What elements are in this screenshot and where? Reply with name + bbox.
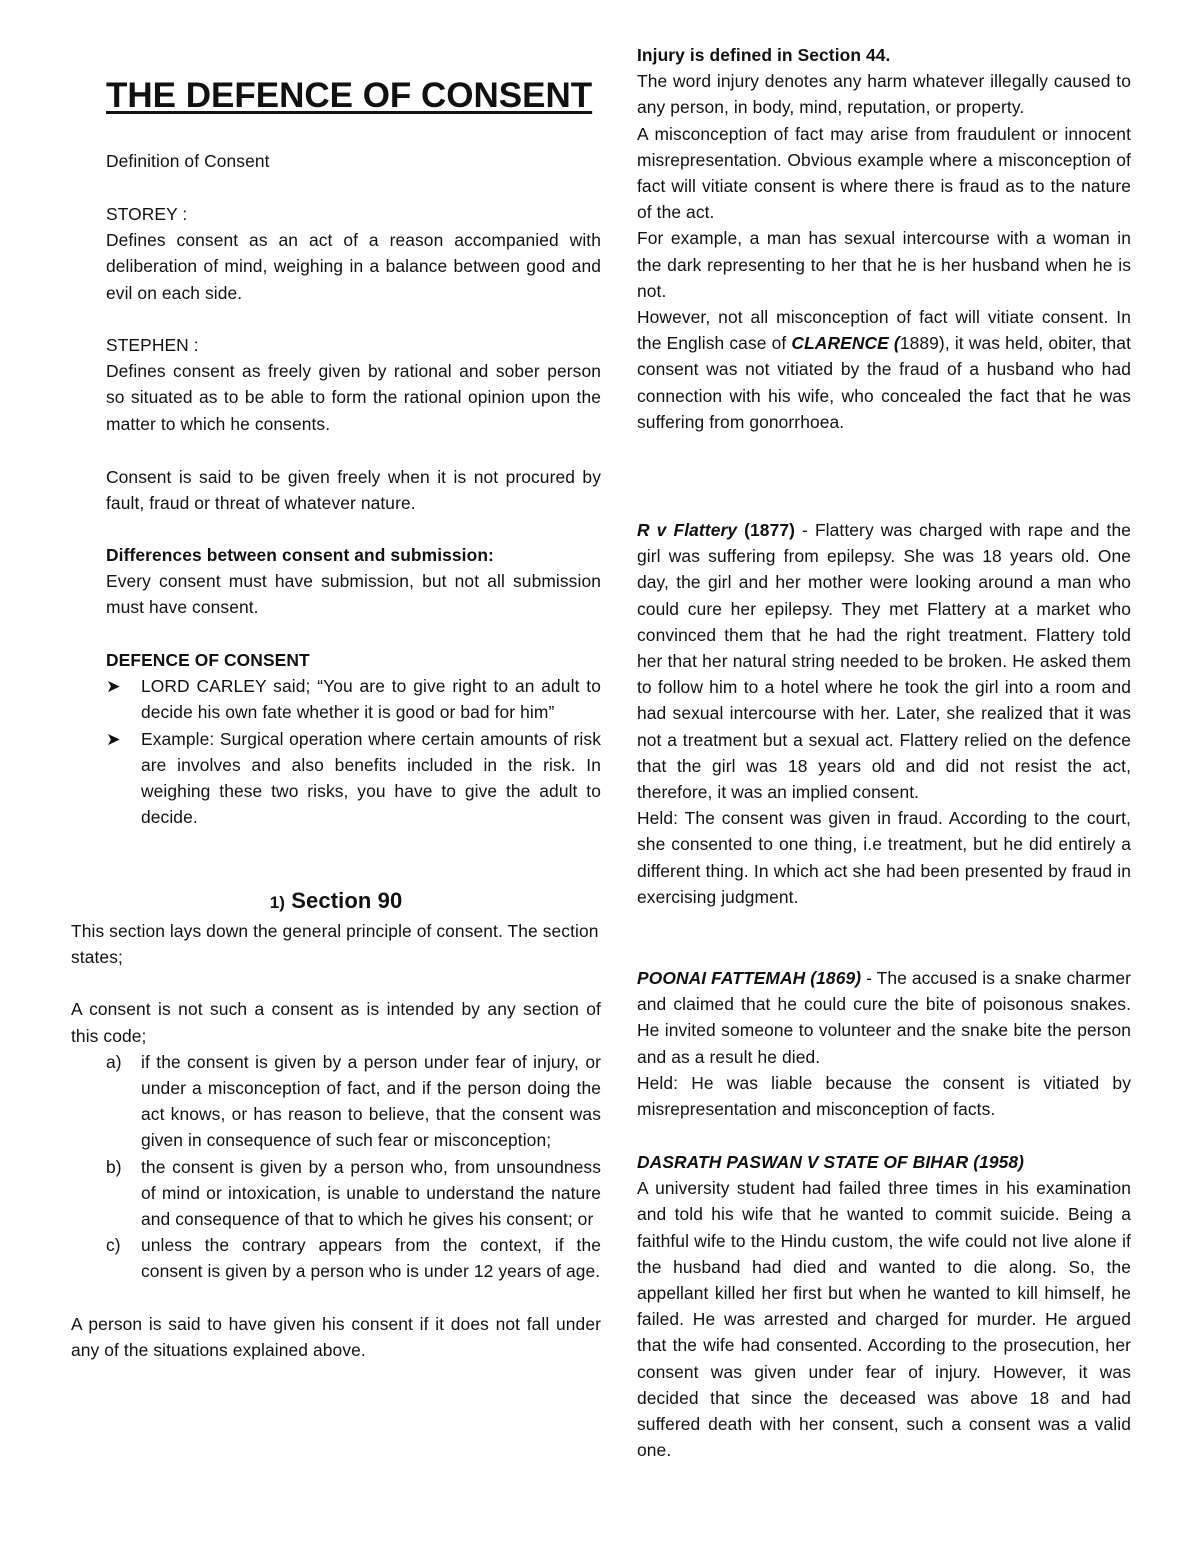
section-title: Section 90 [291, 888, 403, 913]
differences-heading: Differences between consent and submission: [106, 545, 494, 565]
list-item: a) if the consent is given by a person under fear of injury, or under a misconception of fact, and if the person doing the act knows, or has reason to believe, that the consent was given in consequence of such fear or misconception; [71, 1049, 601, 1154]
defence-section [106, 647, 601, 830]
case-name: R v Flattery [637, 520, 738, 540]
list-item: ➤ LORD CARLEY said; “You are to give right to an adult to decide his own fate whether it is good or bad for him” [106, 673, 601, 725]
injury-section [637, 42, 1131, 435]
defence-bullet-list [106, 673, 601, 830]
stephen-label: STEPHEN : [106, 335, 199, 355]
section-90-intro: This section lays down the general principle of consent. The section states; [71, 921, 599, 968]
stephen-definition [106, 332, 601, 437]
differences-section [106, 542, 601, 621]
held-paragraph: Held: The consent was given in fraud. According to the court, she consented to one thing, i.e treatment, but he did entirely a different thing. In which act she had been presented by fraud in exercising judgment. [637, 808, 1131, 907]
example-paragraph: For example, a man has sexual intercourse with a woman in the dark representing to her that he is her husband when he is not. [637, 228, 1131, 301]
differences-text: Every consent must have submission, but not all submission must have consent. [106, 571, 601, 618]
section-90-conditions [71, 1049, 601, 1285]
case-text: A university student had failed three times in his examination and told his wife that he wanted to commit suicide. Being a faithful wife to the Hindu custom, the wife could not live alone if the husband had died and wanted to die along. So, the appellant killed her first but when he wanted to kill himself, he failed. He was arrested and charged for murder. He argued that the wife had consented. According to the prosecution, her consent was given under fear of injury. However, it was decided that since the deceased was above 18 and had suffered death with her consent, such a consent was a valid one. [637, 1178, 1131, 1461]
clarence-paragraph: However, not all misconception of fact will vitiate consent. In the English case of CLARENCE (1889), it was held, obiter, that consent was not vitiated by the fraud of a husband who had connection with his wife, who concealed the fact that he was suffering from gonorrhoea. [637, 307, 1132, 432]
storey-label: STOREY : [106, 204, 188, 224]
case-name: POONAI FATTEMAH (1869) [637, 968, 862, 988]
arrow-bullet-icon: ➤ [106, 676, 121, 697]
section-90 [71, 886, 601, 1363]
section-90-closing: A person is said to have given his consent if it does not fall under any of the situations explained above. [71, 1313, 601, 1360]
storey-text: Defines consent as an act of a reason accompanied with deliberation of mind, weighing in a balance between good and evil on each side. [106, 230, 601, 303]
defence-heading: DEFENCE OF CONSENT [106, 650, 310, 670]
list-item: c) unless the contrary appears from the context, if the consent is given by a person who is under 12 years of age. [71, 1232, 601, 1284]
page-title: THE DEFENCE OF CONSENT [106, 76, 593, 115]
held-paragraph: Held: He was liable because the consent is vitiated by misrepresentation and misconception of facts. [637, 1072, 1131, 1120]
dasrath-case [637, 1149, 1131, 1463]
stephen-text: Defines consent as freely given by rational and sober person so situated as to be able to form the rational opinion upon the matter to which he consents. [106, 361, 601, 434]
list-item: b) the consent is given by a person who, from unsoundness of mind or intoxication, is unable to understand the nature and consequence of that to which he gives his consent; or [71, 1154, 601, 1233]
section-number: 1) [269, 893, 286, 912]
poonai-case: POONAI FATTEMAH (1869) - The accused is a snake charmer and claimed that he could cure the bite of poisonous snakes. He invited someone to volunteer and the snake bite the person and as a result he died. Held: He was liable because the consent is vitiated by misrepresentation and misconception of facts. [637, 965, 1131, 1122]
freely-given-paragraph: Consent is said to be given freely when it is not procured by fault, fraud or threat of whatever nature. [106, 467, 601, 514]
case-name: CLARENCE ( [791, 333, 900, 354]
storey-definition [106, 201, 601, 306]
misconception-paragraph: A misconception of fact may arise from fraudulent or innocent misrepresentation. Obvious example where a misconception of fact will vitiate consent is where there is fraud as to the nature of the act. [637, 123, 1131, 223]
injury-heading: Injury is defined in Section 44. [637, 45, 891, 65]
list-marker: a) [106, 1051, 122, 1072]
section-90-heading [71, 886, 601, 918]
section-90-lead: A consent is not such a consent as is intended by any section of this code; [71, 999, 601, 1046]
list-item: ➤ Example: Surgical operation where certain amounts of risk are involves and also benefits included in the risk. In weighing these two risks, you have to give the adult to decide. [106, 726, 601, 831]
injury-definition: The word injury denotes any harm whatever illegally caused to any person, in body, mind, reputation, or property. [637, 71, 1131, 118]
definition-heading: Definition of Consent [106, 151, 270, 171]
list-marker: c) [106, 1235, 121, 1256]
list-marker: b) [106, 1156, 122, 1177]
case-name: DASRATH PASWAN V STATE OF BIHAR (1958) [637, 1152, 1025, 1172]
flattery-case: R v Flattery (1877) - Flattery was charged with rape and the girl was suffering from epilepsy. She was 18 years old. One day, the girl and her mother were looking around a man who could cure her epilepsy. They met Flattery at a market who convinced them that he had the right treatment. Flattery told her that her natural string needed to be broken. He asked them to follow him to a hotel where he took the girl into a room and had sexual intercourse with her. Later, she realized that it was not a treatment but a sexual act. Flattery relied on the defence that the girl was 18 years old and did not resist the act, therefore, it was an implied consent. Held: The consent was given in fraud. According to the court, she consented to one thing, i.e treatment, but he did entirely a different thing. In which act she had been presented by fraud in exercising judgment. [637, 517, 1131, 910]
arrow-bullet-icon: ➤ [106, 728, 121, 749]
